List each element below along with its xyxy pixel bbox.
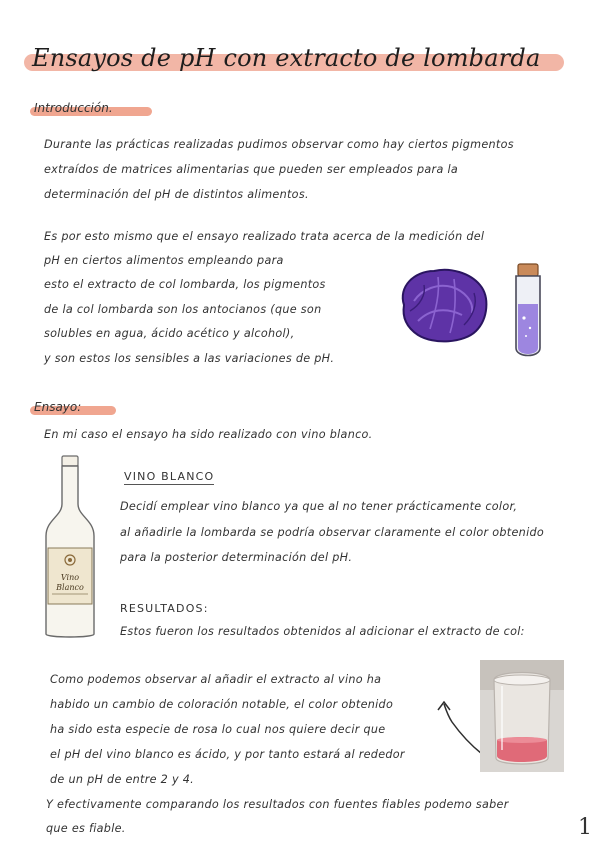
vino-line: al añadirle la lombarda se podría observar claramente el color obtenido [120, 526, 545, 539]
conclusion-line: el pH del vino blanco es ácido, y por tanto estará al rededor [50, 748, 405, 761]
paragraph-line: Es por esto mismo que el ensayo realizado trata acerca de la medición del [44, 230, 485, 243]
vino-blanco-heading [124, 470, 214, 483]
section-introduccion [30, 101, 160, 121]
section-ensayo [30, 400, 120, 420]
bottle-label-text: Vino Blanco [56, 573, 84, 592]
resultados-text: Estos fueron los resultados obtenidos al adicionar el extracto de col: [120, 625, 525, 638]
arrow-to-jar [434, 696, 486, 758]
final-line: que es fiable. [46, 822, 126, 835]
paragraph-line: y son estos los sensibles a las variaciones de pH. [44, 352, 335, 365]
conclusion-line: habido un cambio de coloración notable, el color obtenido [50, 698, 394, 711]
paragraph-line: pH en ciertos alimentos empleando para [44, 254, 284, 267]
section-label-ensayo: Ensayo: [34, 400, 82, 414]
intro-line: extraídos de matrices alimentarias que pueden ser empleados para la [44, 163, 459, 176]
vino-line: para la posterior determinación del pH. [120, 551, 353, 564]
ensayo-intro-text: En mi caso el ensayo ha sido realizado con vino blanco. [44, 428, 373, 441]
page-number: 1 [578, 815, 592, 840]
intro-line: Durante las prácticas realizadas pudimos observar como hay ciertos pigmentos [44, 138, 514, 151]
vino-blanco-heading-text: VINO BLANCO [124, 470, 215, 483]
conclusion-line: Como podemos observar al añadir el extracto al vino ha [50, 673, 382, 686]
page-title: Ensayos de pH con extracto de lombarda [32, 44, 541, 72]
final-line: Y efectivamente comparando los resultados con fuentes fiables podemo saber [46, 798, 509, 811]
wine-bottle-illustration [42, 454, 98, 640]
intro-line: determinación del pH de distintos alimentos. [44, 188, 309, 201]
vino-line: Decidí emplear vino blanco ya que al no tener prácticamente color, [120, 500, 518, 513]
conclusion-line: ha sido esta especie de rosa lo cual nos quiere decir que [50, 723, 386, 736]
section-label-introduccion: Introducción. [34, 101, 113, 115]
test-tube-illustration [508, 262, 548, 364]
resultados-heading: RESULTADOS: [120, 602, 209, 615]
red-cabbage-illustration [394, 265, 492, 345]
paragraph-line: esto el extracto de col lombarda, los pigmentos [44, 278, 326, 291]
jar-result-photo [480, 660, 564, 772]
paragraph-line: de la col lombarda son los antocianos (que son [44, 303, 322, 316]
conclusion-line: de un pH de entre 2 y 4. [50, 773, 195, 786]
paragraph-line: solubles en agua, ácido acético y alcohol), [44, 327, 295, 340]
title-block [24, 44, 570, 78]
